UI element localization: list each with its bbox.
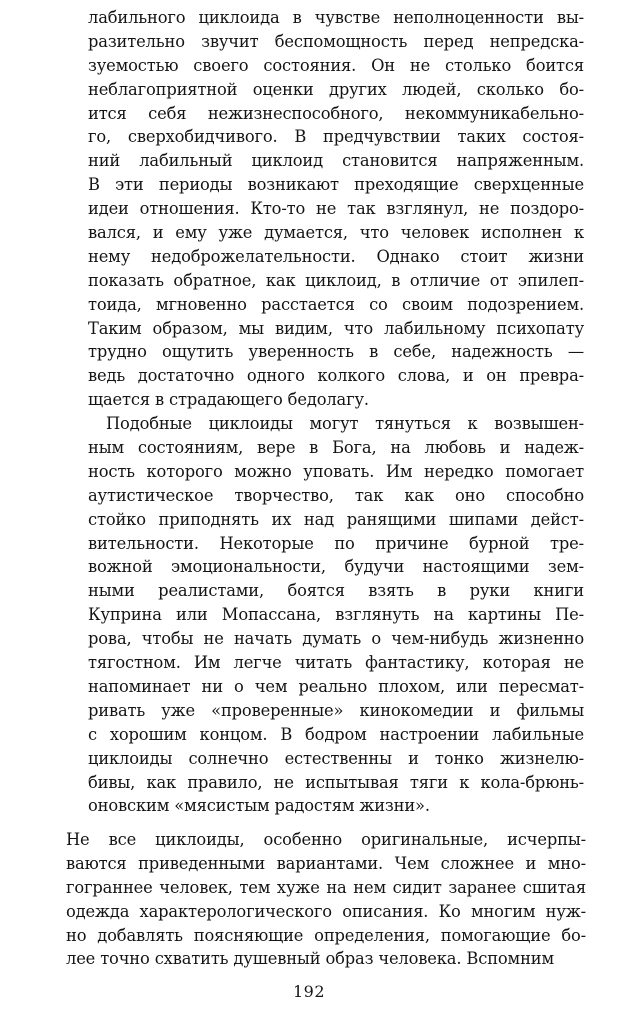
text-line: напоминает ни о чем реально плохом, или пересмат-: [88, 676, 584, 696]
text-line: показать обратное, как циклоид, в отличие от эпилеп-: [88, 270, 584, 290]
text-line: ривать уже «проверенные» кинокомедии и фильмы: [88, 700, 584, 720]
text-line: стойко приподнять их над ранящими шипами дейст-: [88, 509, 584, 529]
text-line: вительности. Некоторые по причине бурной тре-: [88, 533, 584, 553]
text-line: щается в страдающего бедолагу.: [88, 390, 369, 410]
main-paragraph: [66, 828, 586, 971]
text-line: ваются приведенными вариантами. Чем сложнее и мно-: [66, 853, 586, 873]
text-line: разительно звучит беспомощность перед непредска-: [88, 31, 584, 51]
text-line: тоида, мгновенно расстается со своим подозрением.: [88, 294, 584, 314]
text-line: но добавлять поясняющие определения, помогающие бо-: [66, 925, 586, 945]
text-line: гограннее человек, тем хуже на нем сидит заранее сшитая: [66, 877, 586, 897]
text-line: циклоиды солнечно естественны и тонко жизнелю-: [88, 748, 584, 768]
text-line: одежда характерологического описания. Ко многим нуж-: [66, 901, 586, 921]
text-line: ведь достаточно одного колкого слова, и он превра-: [88, 366, 584, 386]
text-line: го, сверхобидчивого. В предчувствии таких состоя-: [88, 127, 584, 147]
inset-text-block: [88, 6, 584, 818]
text-line: ность которого можно уповать. Им нередко помогает: [88, 461, 584, 481]
inset-paragraph-1: [88, 6, 584, 412]
text-line: трудно ощутить уверенность в себе, надежность —: [88, 342, 584, 362]
text-line: идеи отношения. Кто-то не так взглянул, не поздоро-: [88, 199, 584, 219]
main-text-block: [66, 828, 586, 971]
text-line: рова, чтобы не начать думать о чем-нибудь жизненно: [88, 629, 584, 649]
page-number: 192: [292, 982, 326, 1001]
text-line: неблагоприятной оценки других людей, сколько бо-: [88, 79, 584, 99]
text-line: ными реалистами, боятся взять в руки книги: [88, 581, 584, 601]
text-line: зуемостью своего состояния. Он не столько боится: [88, 55, 584, 75]
text-line: бивы, как правило, не испытывая тяги к кола-брюнь-: [88, 772, 584, 792]
text-line: вожной эмоциональности, будучи настоящими зем-: [88, 557, 584, 577]
text-line: лее точно схватить душевный образ человека. Вспомним: [66, 949, 554, 969]
text-line: В эти периоды возникают преходящие сверхценные: [88, 175, 584, 195]
text-line: лабильного циклоида в чувстве неполноценности вы-: [88, 8, 584, 27]
text-line: Не все циклоиды, особенно оригинальные, исчерпы-: [66, 830, 586, 849]
text-line: Куприна или Мопассана, взглянуть на картины Пе-: [88, 605, 584, 625]
text-line: аутистическое творчество, так как оно способно: [88, 485, 584, 505]
text-line: тягостном. Им легче читать фантастику, которая не: [88, 653, 584, 673]
text-line: Подобные циклоиды могут тянуться к возвышен-: [106, 414, 584, 434]
text-line: ится себя нежизнеспособного, некоммуникабельно-: [88, 103, 584, 123]
text-line: Таким образом, мы видим, что лабильному психопату: [88, 318, 584, 338]
inset-paragraph-2: [88, 412, 584, 818]
text-line: ным состояниям, вере в Бога, на любовь и надеж-: [88, 438, 584, 458]
text-line: вался, и ему уже думается, что человек исполнен к: [88, 223, 584, 243]
text-line: ний лабильный циклоид становится напряженным.: [88, 151, 584, 171]
text-line: оновским «мясистым радостям жизни».: [88, 796, 430, 816]
text-line: с хорошим концом. В бодром настроении лабильные: [88, 724, 584, 744]
text-line: нему недоброжелательности. Однако стоит жизни: [88, 246, 584, 266]
